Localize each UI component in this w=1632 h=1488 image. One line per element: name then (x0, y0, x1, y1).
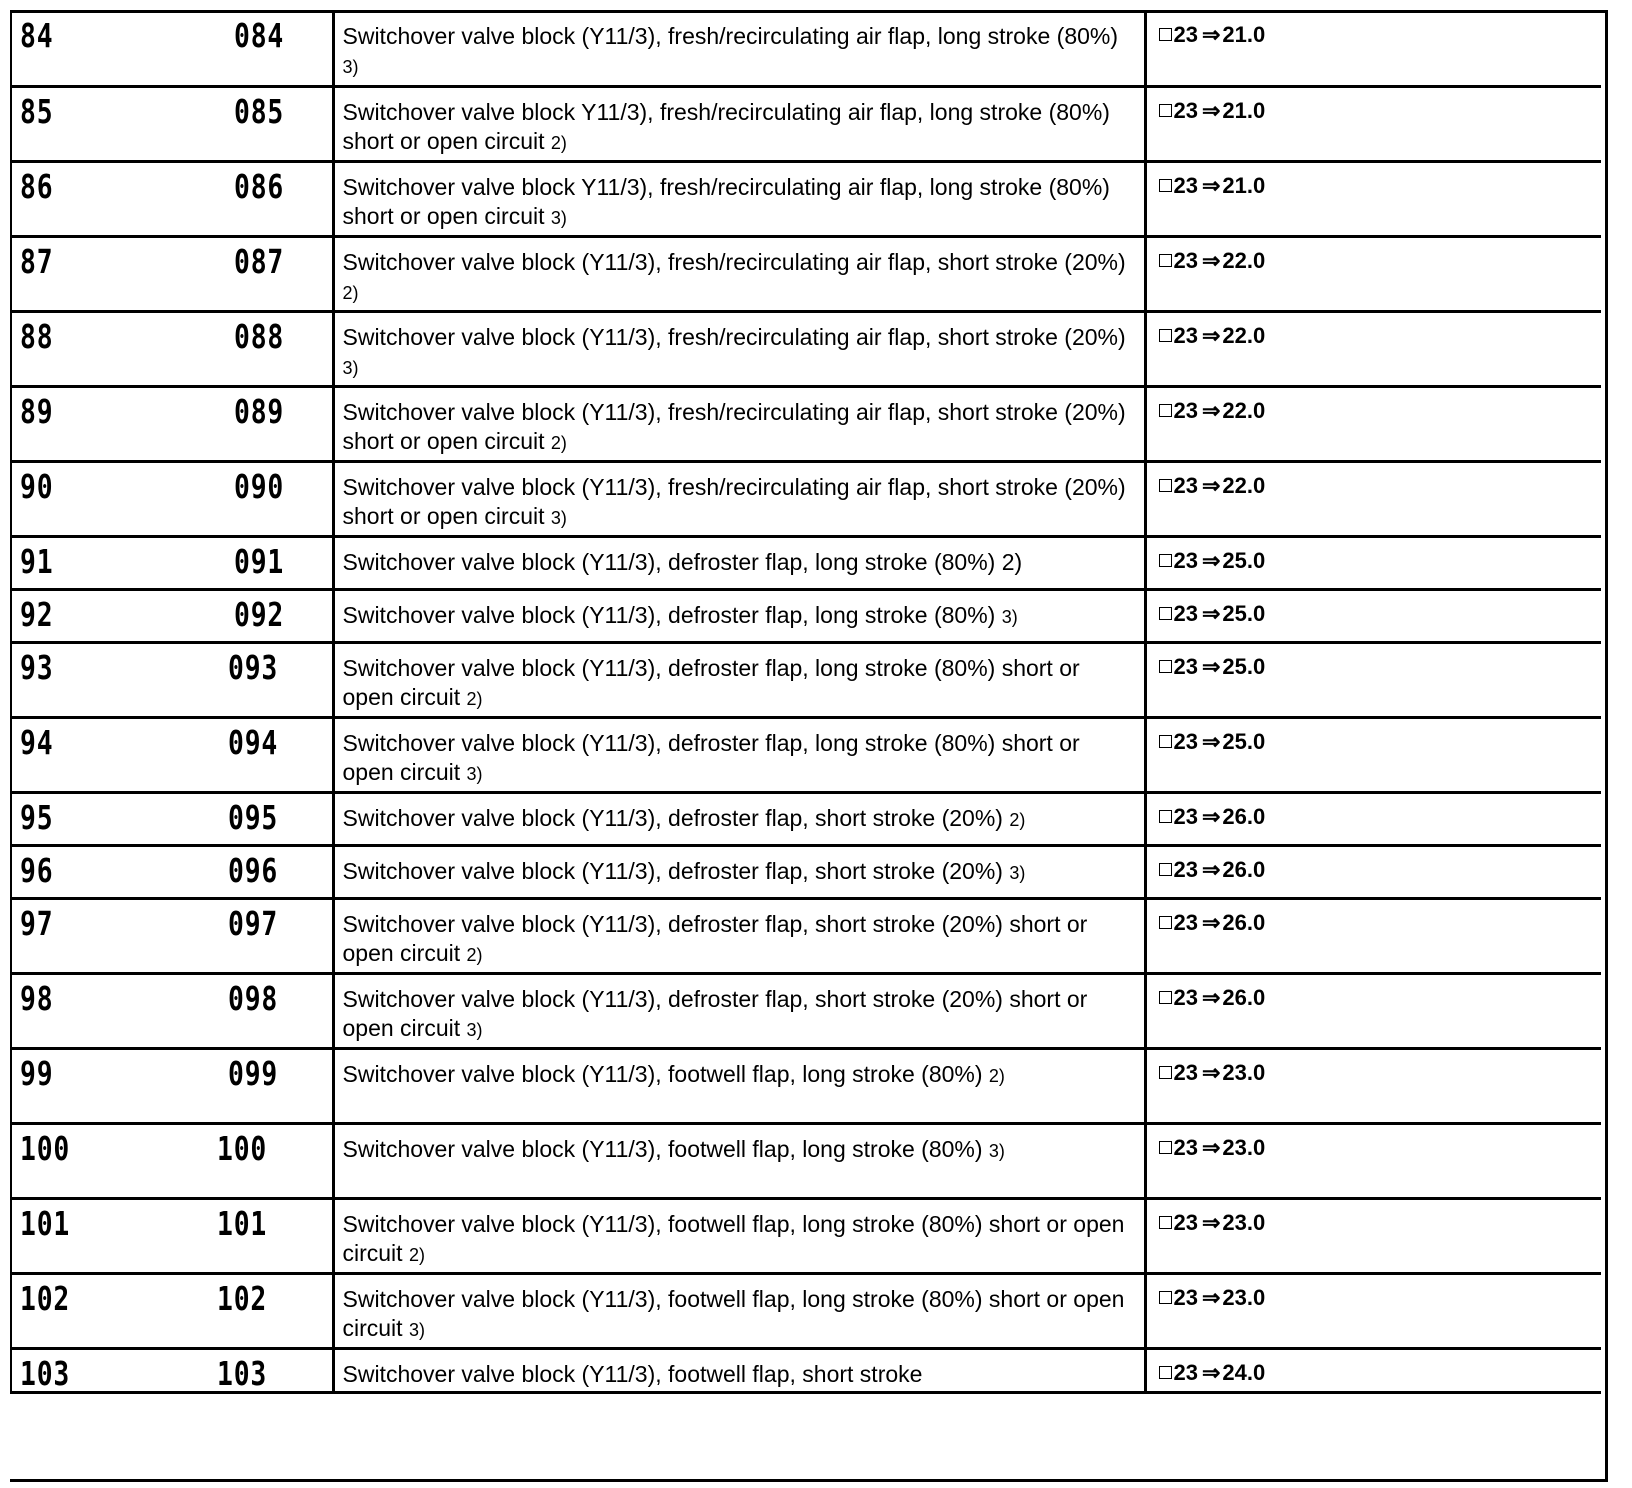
fault-code-display: 087 (234, 241, 285, 281)
fault-code-cell (11, 1273, 333, 1348)
section-box-icon (1159, 329, 1172, 342)
fault-code: 102 (20, 1278, 71, 1318)
fault-code: 95 (20, 797, 54, 837)
fault-description-cell (333, 1198, 1145, 1273)
fault-code-cell (11, 461, 333, 536)
fault-description: Switchover valve block (Y11/3), defroster flap, long stroke (80%) (342, 601, 996, 628)
fault-description: Switchover valve block (Y11/3), defroster flap, long stroke (80%) short or open circuit (342, 654, 1080, 710)
fault-code-display: 103 (217, 1353, 268, 1393)
table-row (11, 1348, 1601, 1392)
fault-description: Switchover valve block (Y11/3), defroster flap, short stroke (20%) (342, 804, 1003, 831)
section-box-icon (1159, 991, 1172, 1004)
fault-code-cell (11, 589, 333, 642)
section-box-icon (1159, 607, 1172, 620)
table-row (11, 717, 1601, 792)
reference-target[interactable]: 23.0 (1222, 1059, 1266, 1085)
fault-description: Switchover valve block (Y11/3), fresh/recirculating air flap, short stroke (20%) short or open circuit (342, 473, 1126, 529)
reference-section[interactable]: 23 (1173, 1284, 1198, 1310)
footnote-marker: 3) (550, 207, 567, 228)
reference-section[interactable]: 23 (1173, 172, 1198, 198)
fault-description: Switchover valve block (Y11/3), fresh/recirculating air flap, short stroke (20%) short or open circuit (342, 398, 1126, 454)
table-row (11, 1273, 1601, 1348)
reference-target[interactable]: 26.0 (1222, 984, 1266, 1010)
fault-code: 98 (20, 978, 54, 1018)
arrow-right-icon: ⇒ (1201, 547, 1221, 573)
fault-code-cell (11, 386, 333, 461)
table-row (11, 973, 1601, 1048)
fault-description: Switchover valve block (Y11/3), fresh/recirculating air flap, short stroke (20%) (342, 248, 1126, 275)
footnote-marker: 2) (550, 132, 567, 153)
footnote-marker: 2) (466, 688, 483, 709)
fault-description-cell (333, 461, 1145, 536)
section-box-icon (1159, 810, 1172, 823)
fault-code-cell (11, 11, 333, 86)
arrow-right-icon: ⇒ (1201, 1359, 1221, 1385)
fault-description: Switchover valve block (Y11/3), defroster flap, short stroke (20%) short or open circuit (342, 985, 1088, 1041)
fault-code-cell (11, 973, 333, 1048)
fault-code-cell (11, 1048, 333, 1123)
fault-code-rows (11, 11, 1601, 1392)
fault-code-display: 097 (228, 903, 279, 943)
fault-description-cell (333, 86, 1145, 161)
fault-code-display: 095 (228, 797, 279, 837)
reference-target[interactable]: 23.0 (1222, 1134, 1266, 1160)
table-row (11, 11, 1601, 86)
arrow-right-icon: ⇒ (1201, 247, 1221, 273)
reference-section[interactable]: 23 (1173, 22, 1198, 47)
table-row (11, 589, 1601, 642)
fault-description: Switchover valve block (Y11/3), footwell flap, short stroke (342, 1360, 923, 1387)
reference-cell (1145, 898, 1601, 973)
arrow-right-icon: ⇒ (1201, 1059, 1221, 1085)
section-box-icon (1159, 863, 1172, 876)
section-box-icon (1159, 254, 1172, 267)
reference-cell (1145, 11, 1601, 86)
fault-description: Switchover valve block (Y11/3), footwell flap, long stroke (80%) (342, 1060, 983, 1087)
fault-code-display: 084 (234, 16, 285, 55)
table-row (11, 1123, 1601, 1198)
fault-description: Switchover valve block (Y11/3), defroster flap, short stroke (20%) (342, 857, 1003, 884)
fault-code-display: 100 (217, 1128, 268, 1168)
footnote-marker: 3) (1009, 862, 1026, 883)
fault-code: 103 (20, 1353, 71, 1393)
fault-code-cell (11, 86, 333, 161)
section-box-icon (1159, 1366, 1172, 1379)
table-row (11, 386, 1601, 461)
fault-code-display: 088 (234, 316, 285, 356)
fault-code: 101 (20, 1203, 71, 1243)
fault-code: 86 (20, 166, 54, 206)
reference-section[interactable]: 23 (1173, 1059, 1198, 1085)
fault-description-cell (333, 386, 1145, 461)
reference-cell (1145, 1198, 1601, 1273)
reference-cell (1145, 311, 1601, 386)
fault-description: Switchover valve block (Y11/3), fresh/recirculating air flap, short stroke (20%) (342, 323, 1126, 350)
fault-code-display: 094 (228, 722, 279, 762)
fault-code-display: 098 (228, 978, 279, 1018)
fault-code-cell (11, 845, 333, 898)
fault-code-cell (11, 311, 333, 386)
reference-section[interactable]: 23 (1173, 856, 1198, 882)
reference-target[interactable]: 21.0 (1222, 22, 1266, 47)
fault-description-cell (333, 236, 1145, 311)
table-row (11, 792, 1601, 845)
reference-cell (1145, 1348, 1601, 1392)
fault-code: 91 (20, 541, 54, 581)
section-box-icon (1159, 735, 1172, 748)
fault-code-cell (11, 642, 333, 717)
fault-description-cell (333, 898, 1145, 973)
footnote-marker: 2) (550, 432, 567, 453)
reference-target[interactable]: 24.0 (1222, 1359, 1266, 1385)
arrow-right-icon: ⇒ (1201, 1209, 1221, 1235)
footnote-marker: 3) (342, 357, 359, 378)
fault-description: Switchover valve block (Y11/3), footwell flap, long stroke (80%) (342, 1135, 983, 1162)
reference-cell (1145, 845, 1601, 898)
table-row (11, 311, 1601, 386)
arrow-right-icon: ⇒ (1201, 600, 1221, 626)
arrow-right-icon: ⇒ (1201, 728, 1221, 754)
fault-description: Switchover valve block (Y11/3), defroster flap, short stroke (20%) short or open circuit (342, 910, 1088, 966)
reference-section[interactable]: 23 (1173, 1209, 1198, 1235)
fault-code: 99 (20, 1053, 54, 1093)
reference-cell (1145, 1273, 1601, 1348)
fault-description-cell (333, 973, 1145, 1048)
footnote-marker: 2) (988, 1065, 1005, 1086)
fault-description-cell (333, 311, 1145, 386)
arrow-right-icon: ⇒ (1201, 856, 1221, 882)
section-box-icon (1159, 1066, 1172, 1079)
fault-code: 92 (20, 594, 54, 634)
fault-code-display: 093 (228, 647, 279, 687)
footnote-marker: 3) (550, 507, 567, 528)
fault-code: 88 (20, 316, 54, 356)
footnote-marker: 3) (342, 57, 359, 77)
fault-description: Switchover valve block Y11/3), fresh/recirculating air flap, long stroke (80%) short or open circuit (342, 98, 1110, 154)
reference-target[interactable]: 26.0 (1222, 803, 1266, 829)
arrow-right-icon: ⇒ (1201, 97, 1221, 123)
reference-target[interactable]: 22.0 (1222, 472, 1266, 498)
table-row (11, 86, 1601, 161)
fault-description: Switchover valve block (Y11/3), fresh/recirculating air flap, long stroke (80%) (342, 23, 1119, 49)
reference-section[interactable]: 23 (1173, 397, 1198, 423)
table-row (11, 845, 1601, 898)
reference-target[interactable]: 23.0 (1222, 1209, 1266, 1235)
reference-section[interactable]: 23 (1173, 247, 1198, 273)
fault-code-display: 102 (217, 1278, 268, 1318)
section-box-icon (1159, 1291, 1172, 1304)
reference-cell (1145, 1123, 1601, 1198)
footnote-marker: 3) (988, 1140, 1005, 1161)
reference-section[interactable]: 23 (1173, 600, 1198, 626)
table-row (11, 161, 1601, 236)
fault-description-cell (333, 161, 1145, 236)
reference-target[interactable]: 25.0 (1222, 653, 1266, 679)
fault-code-cell (11, 792, 333, 845)
fault-description-cell (333, 717, 1145, 792)
section-box-icon (1159, 28, 1172, 41)
reference-target[interactable]: 21.0 (1222, 172, 1266, 198)
reference-cell (1145, 1048, 1601, 1123)
fault-description-cell (333, 792, 1145, 845)
fault-code-display: 086 (234, 166, 285, 206)
fault-code-cell (11, 717, 333, 792)
table-row (11, 1198, 1601, 1273)
arrow-right-icon: ⇒ (1201, 472, 1221, 498)
fault-description-cell (333, 642, 1145, 717)
fault-code-display: 096 (228, 850, 279, 890)
footnote-marker: 2) (1009, 809, 1026, 830)
reference-section[interactable]: 23 (1173, 984, 1198, 1010)
reference-section[interactable]: 23 (1173, 728, 1198, 754)
reference-section[interactable]: 23 (1173, 472, 1198, 498)
reference-cell (1145, 236, 1601, 311)
reference-section[interactable]: 23 (1173, 803, 1198, 829)
footnote-marker: 2) (408, 1244, 425, 1265)
arrow-right-icon: ⇒ (1201, 653, 1221, 679)
section-box-icon (1159, 554, 1172, 567)
arrow-right-icon: ⇒ (1201, 322, 1221, 348)
table-row (11, 461, 1601, 536)
reference-section[interactable]: 23 (1173, 1359, 1198, 1385)
reference-cell (1145, 973, 1601, 1048)
fault-description: Switchover valve block (Y11/3), footwell flap, long stroke (80%) short or open circuit (342, 1285, 1125, 1341)
fault-description-cell (333, 845, 1145, 898)
reference-target[interactable]: 25.0 (1222, 728, 1266, 754)
section-box-icon (1159, 1216, 1172, 1229)
fault-description: Switchover valve block (Y11/3), defroster flap, long stroke (80%) 2) (342, 548, 1023, 575)
reference-target[interactable]: 22.0 (1222, 247, 1266, 273)
fault-code-cell (11, 1348, 333, 1392)
fault-code-display: 085 (234, 91, 285, 131)
table-row (11, 236, 1601, 311)
arrow-right-icon: ⇒ (1201, 1134, 1221, 1160)
fault-code-table (10, 10, 1601, 1394)
reference-target[interactable]: 22.0 (1222, 322, 1266, 348)
section-box-icon (1159, 479, 1172, 492)
fault-code: 100 (20, 1128, 71, 1168)
fault-code-cell (11, 1123, 333, 1198)
fault-code-display: 090 (234, 466, 285, 506)
section-box-icon (1159, 179, 1172, 192)
reference-target[interactable]: 25.0 (1222, 547, 1266, 573)
table-row (11, 536, 1601, 589)
reference-section[interactable]: 23 (1173, 547, 1198, 573)
fault-description-cell (333, 1048, 1145, 1123)
reference-cell (1145, 161, 1601, 236)
fault-code-display: 089 (234, 391, 285, 431)
footnote-marker: 3) (466, 763, 483, 784)
arrow-right-icon: ⇒ (1201, 1284, 1221, 1310)
fault-code-cell (11, 1198, 333, 1273)
fault-code: 84 (20, 16, 54, 55)
section-box-icon (1159, 404, 1172, 417)
arrow-right-icon: ⇒ (1201, 803, 1221, 829)
table-row (11, 898, 1601, 973)
reference-cell (1145, 386, 1601, 461)
fault-code: 87 (20, 241, 54, 281)
fault-code-cell (11, 898, 333, 973)
footnote-marker: 3) (1001, 606, 1018, 627)
fault-code: 96 (20, 850, 54, 890)
footnote-marker: 3) (466, 1019, 483, 1040)
reference-target[interactable]: 26.0 (1222, 856, 1266, 882)
fault-code: 97 (20, 903, 54, 943)
fault-code: 89 (20, 391, 54, 431)
fault-description-cell (333, 589, 1145, 642)
footnote-marker: 2) (342, 282, 359, 303)
arrow-right-icon: ⇒ (1201, 172, 1221, 198)
arrow-right-icon: ⇒ (1201, 397, 1221, 423)
reference-target[interactable]: 21.0 (1222, 97, 1266, 123)
section-box-icon (1159, 916, 1172, 929)
fault-code-cell (11, 161, 333, 236)
fault-code: 93 (20, 647, 54, 687)
reference-target[interactable]: 22.0 (1222, 397, 1266, 423)
footnote-marker: 2) (466, 944, 483, 965)
fault-code-display: 092 (234, 594, 285, 634)
fault-description-cell (333, 11, 1145, 86)
reference-cell (1145, 792, 1601, 845)
reference-section[interactable]: 23 (1173, 322, 1198, 348)
reference-section[interactable]: 23 (1173, 653, 1198, 679)
reference-cell (1145, 642, 1601, 717)
fault-description-cell (333, 1273, 1145, 1348)
section-box-icon (1159, 104, 1172, 117)
reference-target[interactable]: 26.0 (1222, 909, 1266, 935)
footnote-marker: 3) (408, 1319, 425, 1340)
reference-section[interactable]: 23 (1173, 97, 1198, 123)
reference-section[interactable]: 23 (1173, 909, 1198, 935)
reference-target[interactable]: 23.0 (1222, 1284, 1266, 1310)
fault-description-cell (333, 536, 1145, 589)
fault-description: Switchover valve block Y11/3), fresh/recirculating air flap, long stroke (80%) short or open circuit (342, 173, 1110, 229)
reference-section[interactable]: 23 (1173, 1134, 1198, 1160)
reference-cell (1145, 461, 1601, 536)
reference-target[interactable]: 25.0 (1222, 600, 1266, 626)
fault-code: 90 (20, 466, 54, 506)
fault-code: 85 (20, 91, 54, 131)
fault-description-cell (333, 1348, 1145, 1392)
reference-cell (1145, 536, 1601, 589)
arrow-right-icon: ⇒ (1201, 22, 1221, 47)
fault-description-cell (333, 1123, 1145, 1198)
fault-code-display: 091 (234, 541, 285, 581)
reference-cell (1145, 86, 1601, 161)
arrow-right-icon: ⇒ (1201, 984, 1221, 1010)
reference-cell (1145, 717, 1601, 792)
fault-code: 94 (20, 722, 54, 762)
fault-description: Switchover valve block (Y11/3), defroster flap, long stroke (80%) short or open circuit (342, 729, 1080, 785)
arrow-right-icon: ⇒ (1201, 909, 1221, 935)
fault-code-cell (11, 536, 333, 589)
table-row (11, 642, 1601, 717)
section-box-icon (1159, 660, 1172, 673)
fault-code-display: 101 (217, 1203, 268, 1243)
fault-description: Switchover valve block (Y11/3), footwell flap, long stroke (80%) short or open circuit (342, 1210, 1125, 1266)
section-box-icon (1159, 1141, 1172, 1154)
fault-code-display: 099 (228, 1053, 279, 1093)
table-row (11, 1048, 1601, 1123)
fault-code-cell (11, 236, 333, 311)
reference-cell (1145, 589, 1601, 642)
